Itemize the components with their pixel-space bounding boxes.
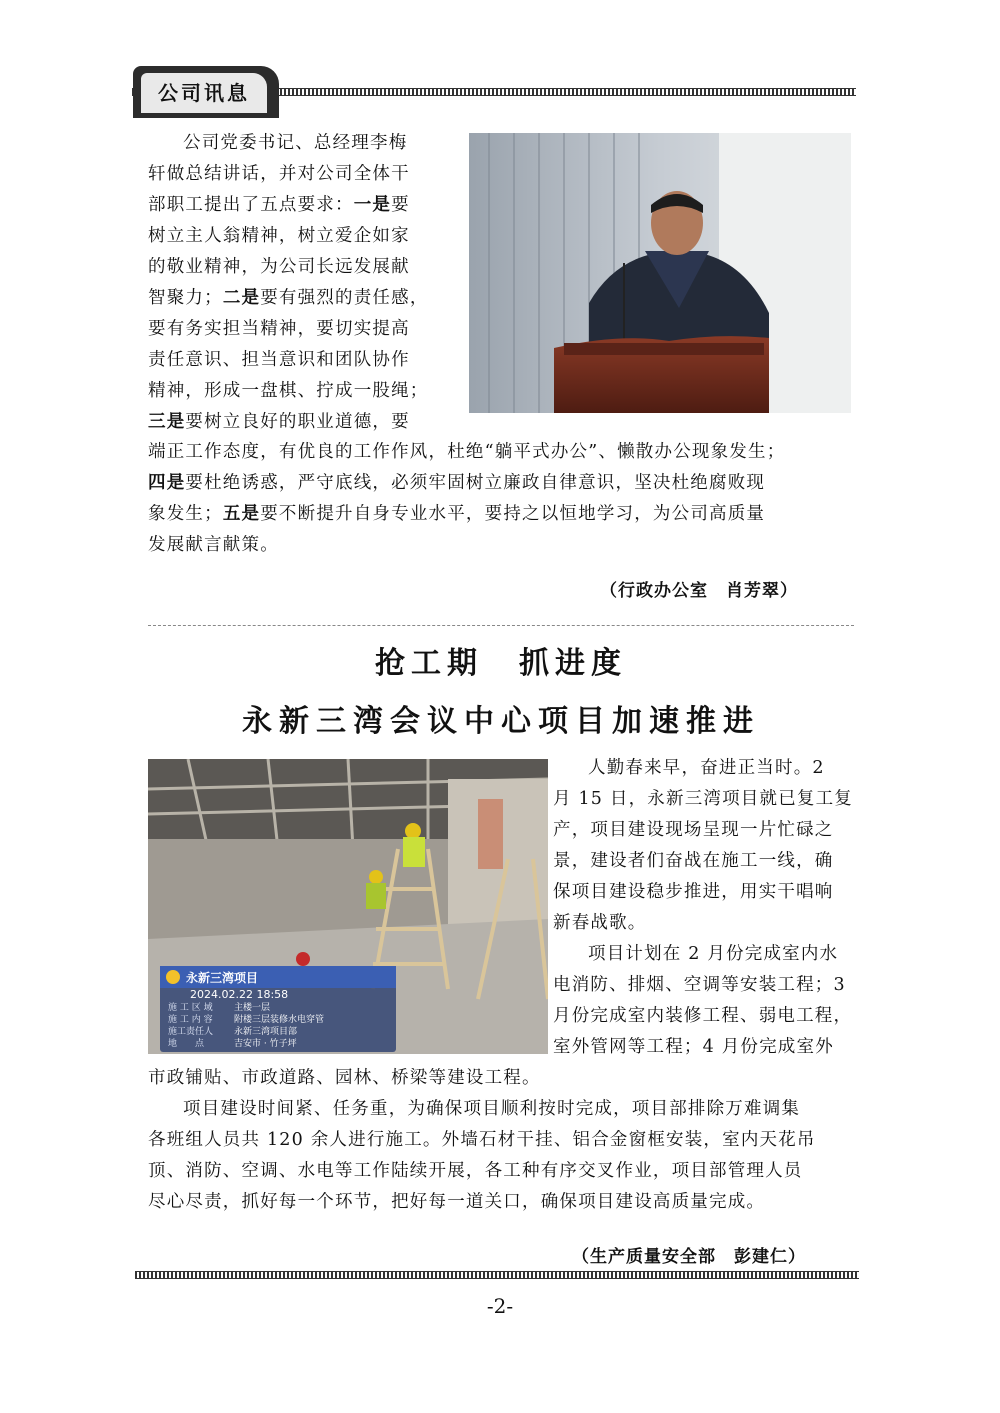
article2-full-text (148, 1063, 854, 1218)
watermark-row: 施 工 区 域 主楼一层 (168, 1003, 271, 1013)
text-line: 责任意识、担当意识和团队协作 (148, 350, 410, 370)
text-line: 产，项目建设现场呈现一片忙碌之 (553, 820, 834, 840)
article2-subtitle: 永新三湾会议中心项目加速推进 (242, 704, 760, 739)
text-line: 发展献言献策。 (148, 535, 279, 555)
text-line: 新春战歌。 (553, 913, 647, 933)
article2-wrapped-text (553, 753, 858, 1063)
text-line: 端正工作态度，有优良的工作作风，杜绝“躺平式办公”、懒散办公现象发生； (148, 442, 786, 462)
text-line: 月 15 日，永新三湾项目就已复工复 (553, 789, 853, 809)
article1-full-text (148, 437, 854, 561)
section-label: 公司讯息 (141, 73, 267, 113)
section-divider (148, 625, 854, 626)
article1-wrapped-text (148, 128, 453, 438)
watermark-row: 施工责任人 永新三湾项目部 (168, 1027, 298, 1037)
text-line: 三是要树立良好的职业道德，要 (148, 412, 410, 432)
watermark-project: 永新三湾项目 (186, 970, 259, 985)
watermark-header (160, 966, 396, 988)
text-line: 公司党委书记、总经理李梅 (183, 133, 408, 153)
text-line: 保项目建设稳步推进，用实干唱响 (553, 882, 834, 902)
article2-credit: （生产质量安全部 彭建仁） (572, 1247, 806, 1267)
text-line: 树立主人翁精神，树立爱企如家 (148, 226, 410, 246)
text-line: 要有务实担当精神，要切实提高 (148, 319, 410, 339)
text-line: 的敬业精神，为公司长远发展献 (148, 257, 410, 277)
text-line: 室外管网等工程；4 月份完成室外 (553, 1037, 834, 1057)
watermark-row: 地 点 吉安市 · 竹子坪 (168, 1039, 297, 1049)
text-line: 电消防、排烟、空调等安装工程；3 (553, 975, 846, 995)
speaker-photo (469, 133, 851, 413)
text-line: 尽心尽责，抓好每一个环节，把好每一道关口，确保项目建设高质量完成。 (148, 1192, 766, 1212)
article1-credit: （行政办公室 肖芳翠） (600, 581, 798, 601)
text-line: 顶、消防、空调、水电等工作陆续开展，各工种有序交叉作业，项目部管理人员 (148, 1161, 803, 1181)
article2-title: 抢工期 抓进度 (375, 646, 627, 681)
text-line: 各班组人员共 120 余人进行施工。外墙石材干挂、铝合金窗框安装，室内天花吊 (148, 1130, 816, 1150)
text-line: 精神，形成一盘棋、拧成一股绳； (148, 381, 429, 401)
text-line: 象发生；五是要不断提升自身专业水平，要持之以恒地学习，为公司高质量 (148, 504, 766, 524)
text-line: 市政铺贴、市政道路、园林、桥梁等建设工程。 (148, 1068, 541, 1088)
watermark-datetime: 2024.02.22 18:58 (190, 988, 289, 1001)
text-line: 项目建设时间紧、任务重，为确保项目顺利按时完成，项目部排除万难调集 (183, 1099, 801, 1119)
text-line: 项目计划在 2 月份完成室内水 (588, 944, 839, 964)
text-line: 轩做总结讲话，并对公司全体干 (148, 164, 410, 184)
text-line: 月份完成室内装修工程、弱电工程， (553, 1006, 853, 1026)
construction-photo (148, 759, 548, 1054)
footer-rule (135, 1271, 859, 1279)
text-line: 智聚力；二是要有强烈的责任感， (148, 288, 429, 308)
text-line: 景，建设者们奋战在施工一线，确 (553, 851, 834, 871)
page-number: -2- (486, 1294, 514, 1318)
project-logo-icon (166, 970, 180, 984)
text-line: 人勤春来早，奋进正当时。2 (588, 758, 825, 778)
watermark-row: 施 工 内 容 附楼三层装修水电穿管 (168, 1015, 325, 1025)
photo-watermark-card (160, 966, 396, 1052)
text-line: 部职工提出了五点要求：一是要 (148, 195, 410, 215)
text-line: 四是要杜绝诱惑，严守底线，必须牢固树立廉政自律意识，坚决杜绝腐败现 (148, 473, 766, 493)
